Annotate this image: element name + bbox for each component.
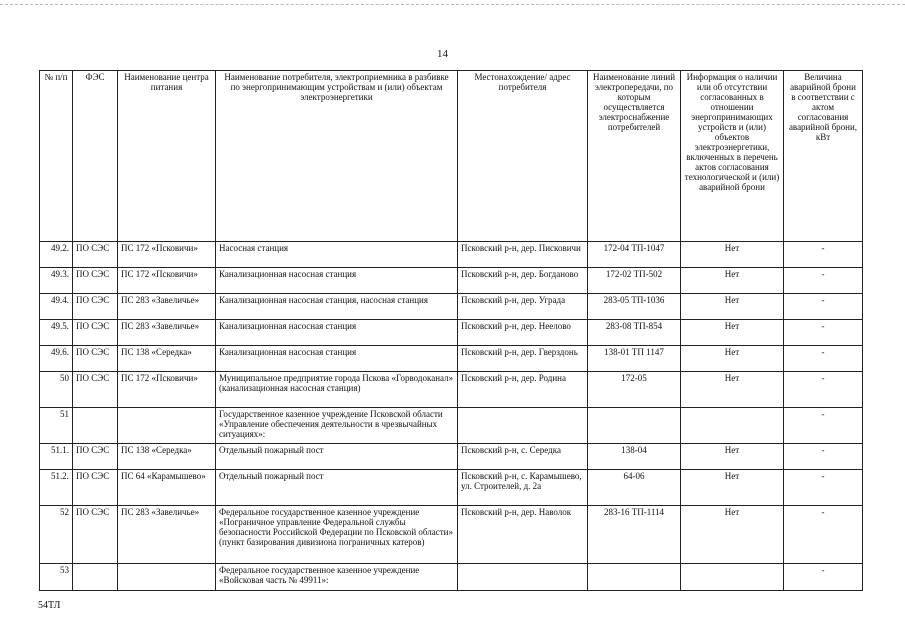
cell-line: 283-08 ТП-854	[588, 320, 681, 346]
table-row	[40, 320, 863, 346]
col-header-consumer: Наименование потребителя, электроприемника в разбивке по энергопринимающим устройствам и (или) объектам электроэнергетики	[216, 71, 458, 242]
cell-address: Псковский р-н, дер. Родина	[458, 372, 588, 408]
cell-fes: ПО СЭС	[73, 470, 118, 506]
cell-fes: ПО СЭС	[73, 294, 118, 320]
col-header-fes: ФЭС	[73, 71, 118, 242]
cell-num: 53	[40, 564, 73, 591]
table-row	[40, 470, 863, 506]
cell-num: 51.2.	[40, 470, 73, 506]
cell-line: 172-02 ТП-502	[588, 268, 681, 294]
table-row	[40, 444, 863, 470]
col-header-line: Наименование линий электропередачи, по которым осуществляется электроснабжение потребителей	[588, 71, 681, 242]
cell-address: Псковский р-н, дер. Уграда	[458, 294, 588, 320]
cell-info	[681, 408, 784, 444]
cell-address: Псковский р-н, дер. Гверздонь	[458, 346, 588, 372]
cell-line: 138-04	[588, 444, 681, 470]
cell-reserve: -	[784, 268, 863, 294]
cell-line	[588, 408, 681, 444]
footer-code: 54ТЛ	[38, 600, 61, 611]
cell-consumer: Федеральное государственное казенное учреждение «Войсковая часть № 49911»:	[216, 564, 458, 591]
cell-consumer: Канализационная насосная станция, насосная станция	[216, 294, 458, 320]
cell-consumer: Канализационная насосная станция	[216, 268, 458, 294]
cell-line: 283-05 ТП-1036	[588, 294, 681, 320]
cell-consumer: Канализационная насосная станция	[216, 320, 458, 346]
cell-reserve: -	[784, 564, 863, 591]
cell-reserve: -	[784, 294, 863, 320]
cell-address: Псковский р-н, дер. Писковичи	[458, 242, 588, 268]
cell-address: Псковский р-н, дер. Неелово	[458, 320, 588, 346]
cell-consumer: Насосная станция	[216, 242, 458, 268]
cell-consumer: Государственное казенное учреждение Псковской области «Управление обеспечения деятельности в чрезвычайных ситуациях»:	[216, 408, 458, 444]
cell-info: Нет	[681, 294, 784, 320]
cell-info	[681, 564, 784, 591]
col-header-reserve: Величина аварийной брони в соответствии с актом согласования аварийной брони, кВт	[784, 71, 863, 242]
cell-info: Нет	[681, 320, 784, 346]
cell-info: Нет	[681, 372, 784, 408]
cell-address: Псковский р-н, дер. Наволок	[458, 506, 588, 564]
cell-consumer: Муниципальное предприятие города Пскова «Горводоканал» (канализационная насосная станция)	[216, 372, 458, 408]
cell-consumer: Канализационная насосная станция	[216, 346, 458, 372]
cell-center: ПС 172 «Псковичи»	[118, 372, 216, 408]
cell-num: 49.5.	[40, 320, 73, 346]
cell-center	[118, 564, 216, 591]
cell-center	[118, 408, 216, 444]
table-row	[40, 294, 863, 320]
cell-num: 49.2.	[40, 242, 73, 268]
cell-info: Нет	[681, 268, 784, 294]
cell-address	[458, 564, 588, 591]
cell-reserve: -	[784, 320, 863, 346]
cell-num: 49.3.	[40, 268, 73, 294]
cell-center: ПС 138 «Середка»	[118, 346, 216, 372]
cell-center: ПС 138 «Середка»	[118, 444, 216, 470]
reserve-table	[39, 70, 863, 591]
cell-consumer: Федеральное государственное казенное учреждение «Пограничное управление Федеральной службы безопасности Российской Федерации по Псковской области» (пункт базирования дивизиона пограничных катеров)	[216, 506, 458, 564]
cell-fes: ПО СЭС	[73, 346, 118, 372]
cell-info: Нет	[681, 506, 784, 564]
cell-fes	[73, 408, 118, 444]
cell-address: Псковский р-н, дер. Богданово	[458, 268, 588, 294]
table-row	[40, 346, 863, 372]
cell-reserve: -	[784, 372, 863, 408]
cell-fes	[73, 564, 118, 591]
cell-reserve: -	[784, 470, 863, 506]
cell-address	[458, 408, 588, 444]
cell-num: 51	[40, 408, 73, 444]
cell-center: ПС 172 «Псковичи»	[118, 242, 216, 268]
cell-line: 138-01 ТП 1147	[588, 346, 681, 372]
cell-center: ПС 64 «Карамышево»	[118, 470, 216, 506]
col-header-info: Информация о наличии или об отсутствии согласованных в отношении энергопринимающих устройств и (или) объектов электроэнергетики, включенных в перечень актов согласования технологической и (или) аварийной брони	[681, 71, 784, 242]
cell-reserve: -	[784, 506, 863, 564]
cell-num: 49.4.	[40, 294, 73, 320]
table-header-row	[40, 71, 863, 242]
cell-reserve: -	[784, 444, 863, 470]
cell-address: Псковский р-н, с. Середка	[458, 444, 588, 470]
cell-center: ПС 283 «Завеличье»	[118, 506, 216, 564]
cell-center: ПС 283 «Завеличье»	[118, 294, 216, 320]
cell-consumer: Отдельный пожарный пост	[216, 444, 458, 470]
cell-line	[588, 564, 681, 591]
table-row	[40, 408, 863, 444]
cell-num: 52	[40, 506, 73, 564]
cell-fes: ПО СЭС	[73, 242, 118, 268]
cell-num: 51.1.	[40, 444, 73, 470]
table-row	[40, 242, 863, 268]
col-header-address: Местонахождение/ адрес потребителя	[458, 71, 588, 242]
page-number: 14	[437, 48, 448, 60]
cell-info: Нет	[681, 242, 784, 268]
cell-reserve: -	[784, 408, 863, 444]
table-row	[40, 372, 863, 408]
cell-info: Нет	[681, 346, 784, 372]
cell-line: 283-16 ТП-1114	[588, 506, 681, 564]
col-header-center: Наименование центра питания	[118, 71, 216, 242]
cell-center: ПС 172 «Псковичи»	[118, 268, 216, 294]
table-row	[40, 564, 863, 591]
scan-top-rule	[0, 4, 905, 5]
col-header-num: № п/п	[40, 71, 73, 242]
cell-center: ПС 283 «Завеличье»	[118, 320, 216, 346]
table-row	[40, 268, 863, 294]
cell-consumer: Отдельный пожарный пост	[216, 470, 458, 506]
cell-line: 172-05	[588, 372, 681, 408]
cell-num: 49.6.	[40, 346, 73, 372]
cell-num: 50	[40, 372, 73, 408]
cell-fes: ПО СЭС	[73, 320, 118, 346]
cell-line: 172-04 ТП-1047	[588, 242, 681, 268]
table-row	[40, 506, 863, 564]
cell-fes: ПО СЭС	[73, 372, 118, 408]
cell-info: Нет	[681, 470, 784, 506]
cell-reserve: -	[784, 346, 863, 372]
cell-fes: ПО СЭС	[73, 444, 118, 470]
cell-fes: ПО СЭС	[73, 268, 118, 294]
cell-fes: ПО СЭС	[73, 506, 118, 564]
cell-address: Псковский р-н, с. Карамышево, ул. Строителей, д. 2а	[458, 470, 588, 506]
cell-info: Нет	[681, 444, 784, 470]
cell-line: 64-06	[588, 470, 681, 506]
cell-reserve: -	[784, 242, 863, 268]
